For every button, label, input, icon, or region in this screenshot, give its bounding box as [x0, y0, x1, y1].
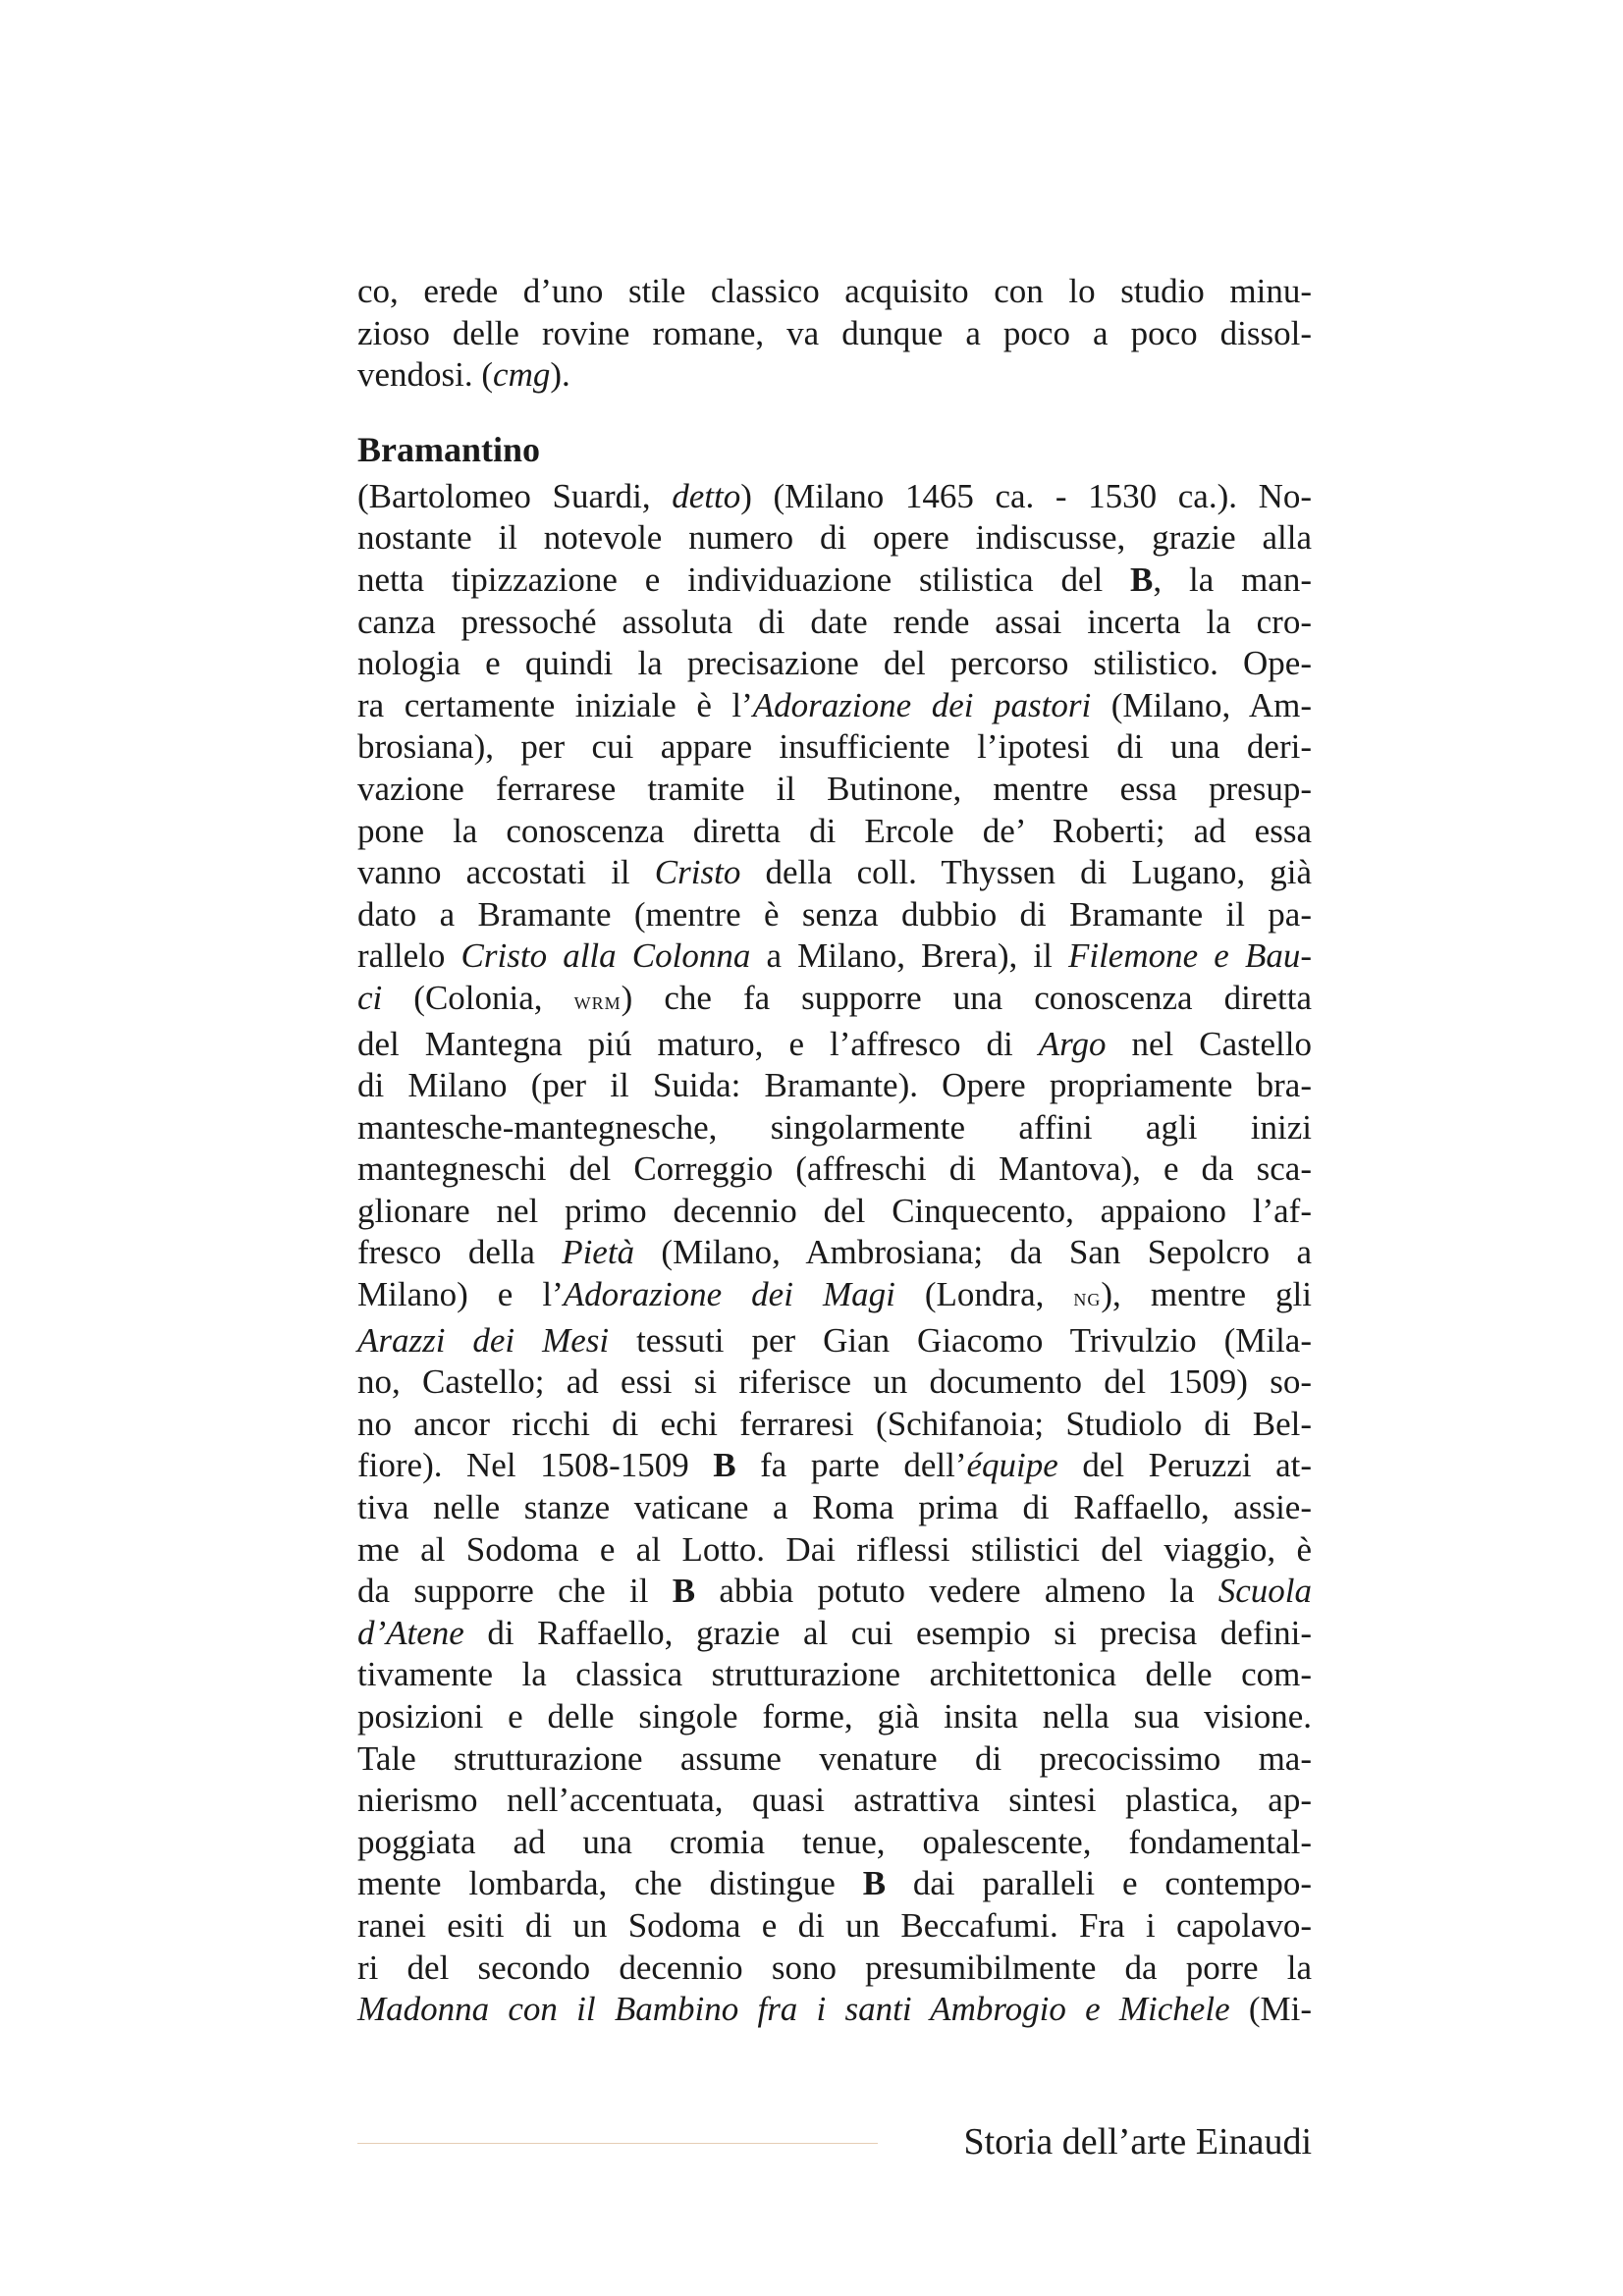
text-line [357, 1445, 1312, 1487]
text-line: ranei esiti di un Sodoma e di un Beccafumi. Fra i capolavo- [357, 1905, 1312, 1945]
text-run: del Peruzzi at- [1057, 1446, 1313, 1485]
text-line [357, 1320, 1312, 1362]
text-run: vanno accostati il [357, 853, 655, 892]
text-line: glionare nel primo decennio del Cinquecento, appaiono l’af- [357, 1191, 1312, 1230]
text-run: (Milano, Ambrosiana; da San Sepolcro a [634, 1233, 1312, 1272]
italic-run: équipe [966, 1446, 1058, 1485]
text-run: Milano) e l’ [357, 1275, 564, 1314]
text-line [357, 354, 1312, 397]
italic-run: Arazzi dei Mesi [357, 1320, 610, 1360]
entry-body [357, 476, 1312, 2031]
text-line: tiva nelle stanze vaticane a Roma prima di Raffaello, assie- [357, 1488, 1312, 1527]
text-run: , la man- [1153, 560, 1312, 599]
text-line [357, 685, 1312, 727]
text-line [357, 1232, 1312, 1274]
text-run: ) che fa supporre una conoscenza diretta [621, 978, 1313, 1017]
text-run: (Colonia, [382, 978, 574, 1017]
text-line: nostante il notevole numero di opere indiscusse, grazie alla [357, 518, 1312, 558]
text-run: ). [550, 355, 570, 395]
italic-run: Argo [1038, 1024, 1107, 1063]
text-line [357, 978, 1312, 1024]
text-line: poggiata ad una cromia tenue, opalescente, fondamental- [357, 1822, 1312, 1861]
footer-publication-title: Storia dell’arte Einaudi [963, 2121, 1312, 2163]
text-line [357, 935, 1312, 978]
text-run: (Mi- [1229, 1990, 1313, 2029]
text-line: Tale strutturazione assume venature di precocissimo ma- [357, 1738, 1312, 1778]
text-run: fresco della [357, 1233, 563, 1272]
text-run: ) (Milano 1465 ca. - 1530 ca.). No- [740, 476, 1313, 515]
text-line: mantegneschi del Correggio (affreschi di Mantova), e da sca- [357, 1149, 1312, 1189]
text-line [357, 852, 1312, 894]
text-run: abbia potuto vedere almeno la [695, 1572, 1218, 1611]
italic-run: Adorazione dei pastori [752, 685, 1092, 724]
footer-rule [357, 2143, 878, 2144]
italic-run: Cristo alla Colonna [460, 936, 751, 976]
italic-run: Adorazione dei Magi [563, 1275, 895, 1314]
small-caps-abbrev: ng [1073, 1285, 1102, 1312]
italic-run: Scuola [1217, 1572, 1312, 1611]
text-line [357, 1274, 1312, 1320]
text-line: brosiana), per cui appare insufficiente l’ipotesi di una deri- [357, 727, 1312, 767]
text-column [357, 271, 1312, 2031]
text-line: di Milano (per il Suida: Bramante). Opere propriamente bra- [357, 1066, 1312, 1105]
text-line [357, 476, 1312, 518]
text-run: (Londra, [894, 1275, 1074, 1314]
text-run: da supporre che il [357, 1572, 673, 1611]
text-run: tessuti per Gian Giacomo Trivulzio (Mila- [609, 1320, 1313, 1360]
text-line [357, 1024, 1312, 1066]
text-line [357, 1613, 1312, 1655]
italic-run: Madonna con il Bambino fra i santi Ambrogio e Michele [357, 1990, 1230, 2029]
text-line: me al Sodoma e al Lotto. Dai riflessi stilistici del viaggio, è [357, 1529, 1312, 1569]
text-run: dai paralleli e contempo- [886, 1864, 1313, 1903]
intro-paragraph [357, 271, 1312, 397]
text-run: mente lombarda, che distingue [357, 1864, 863, 1903]
text-run: della coll. Thyssen di Lugano, già [740, 853, 1313, 892]
text-run: rallelo [357, 936, 461, 976]
text-run: (Milano, Am- [1091, 685, 1313, 724]
text-run: vendosi. ( [357, 355, 494, 395]
text-run: netta tipizzazione e individuazione stilistica del [357, 560, 1131, 599]
bold-abbrev: B [713, 1446, 736, 1485]
text-line: pone la conoscenza diretta di Ercole de’ Roberti; ad essa [357, 811, 1312, 850]
small-caps-abbrev: wrm [573, 988, 622, 1015]
text-line: dato a Bramante (mentre è senza dubbio di Bramante il pa- [357, 894, 1312, 934]
italic-run: Cristo [654, 853, 741, 892]
text-line: canza pressoché assoluta di date rende assai incerta la cro- [357, 602, 1312, 641]
text-line: tivamente la classica strutturazione architettonica delle com- [357, 1655, 1312, 1694]
bold-abbrev: B [862, 1864, 887, 1903]
italic-run: Pietà [562, 1233, 635, 1272]
text-line: no, Castello; ad essi si riferisce un documento del 1509) so- [357, 1362, 1312, 1402]
text-line: posizioni e delle singole forme, già insita nella sua visione. [357, 1697, 1312, 1735]
italic-run: detto [672, 476, 741, 515]
text-line [357, 1989, 1312, 2031]
text-line: no ancor ricchi di echi ferraresi (Schifanoia; Studiolo di Bel- [357, 1404, 1312, 1443]
text-run: ), mentre gli [1101, 1275, 1312, 1314]
text-line [357, 560, 1312, 602]
text-line [357, 1571, 1312, 1613]
text-line: ri del secondo decennio sono presumibilmente da porre la [357, 1948, 1312, 1987]
italic-run: d’Atene [357, 1613, 464, 1652]
text-line [357, 1863, 1312, 1905]
text-line: nologia e quindi la precisazione del percorso stilistico. Ope- [357, 644, 1312, 683]
text-run: fiore). Nel 1508-1509 [357, 1446, 714, 1485]
bold-abbrev: B [1130, 560, 1154, 599]
italic-run: ci [357, 978, 383, 1017]
text-run: di Raffaello, grazie al cui esempio si precisa defini- [463, 1613, 1312, 1652]
bold-abbrev: B [672, 1572, 696, 1611]
entry-title: Bramantino [357, 429, 541, 469]
italic-run: Filemone e Bau- [1067, 936, 1312, 976]
author-initials: cmg [493, 355, 551, 395]
text-run: nel Castello [1106, 1024, 1312, 1063]
text-run: (Bartolomeo Suardi, [357, 476, 673, 515]
text-run: del Mantegna piú maturo, e l’affresco di [357, 1024, 1039, 1063]
text-run: fa parte dell’ [735, 1446, 967, 1485]
text-run: ra certamente iniziale è l’ [357, 685, 753, 724]
text-line: zioso delle rovine romane, va dunque a poco a poco dissol- [357, 313, 1312, 352]
text-line: co, erede d’uno stile classico acquisito con lo studio minu- [357, 272, 1312, 310]
text-line: nierismo nell’accentuata, quasi astrattiva sintesi plastica, ap- [357, 1781, 1312, 1820]
text-line: vazione ferrarese tramite il Butinone, mentre essa presup- [357, 769, 1312, 808]
text-run: a Milano, Brera), il [750, 936, 1068, 976]
text-line: mantesche-mantegnesche, singolarmente affini agli inizi [357, 1107, 1312, 1147]
